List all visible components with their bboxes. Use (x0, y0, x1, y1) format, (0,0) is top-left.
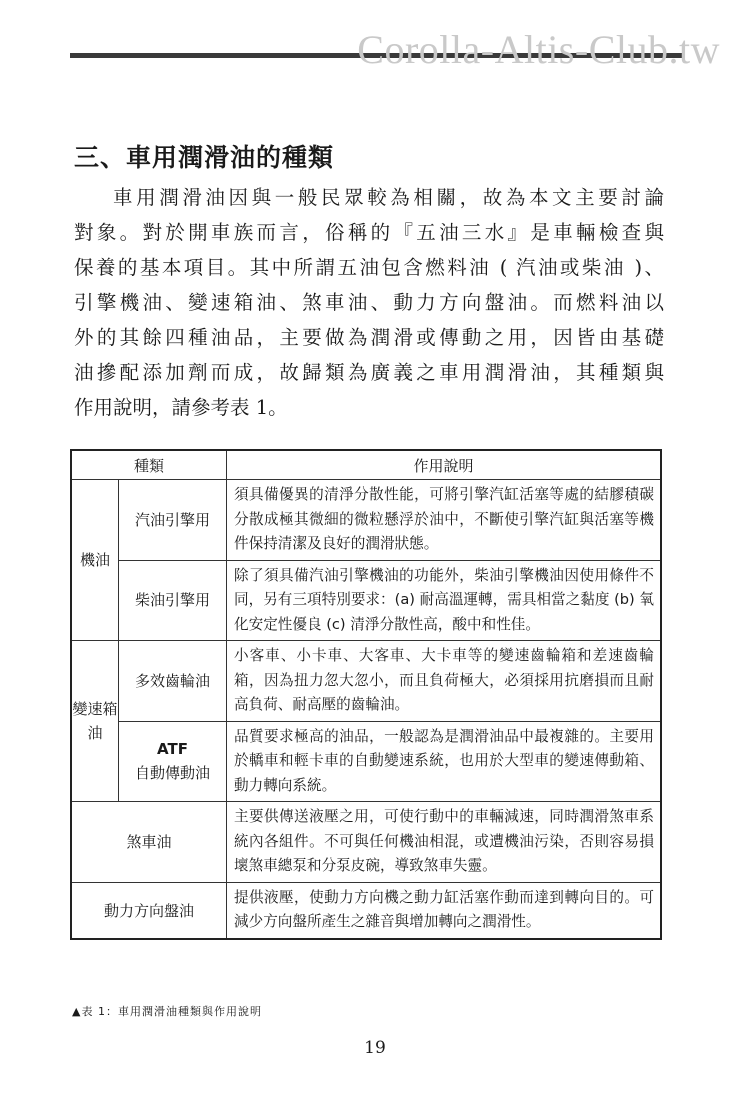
table-row (71, 882, 661, 939)
table-row (71, 641, 661, 722)
atf-name: 自動傳動油 (134, 764, 210, 783)
category-transmission: 變速箱油 (71, 641, 119, 802)
table-row (71, 802, 661, 883)
subtype-gasoline: 汽油引擎用 (119, 480, 227, 561)
category-brake-oil: 煞車油 (71, 802, 227, 883)
desc-multi-gear: 小客車、小卡車、大客車、大卡車等的變速齒輪箱和差速齒輪箱，因為扭力忽大忽小，而且負荷極大，必須採用抗磨損而且耐高負荷、耐高壓的齒輪油。 (227, 641, 662, 722)
paragraph-line: 引擎機油、變速箱油、煞車油、動力方向盤油。而燃料油以 (74, 291, 664, 314)
desc-brake: 主要供傳送液壓之用，可使行動中的車輛減速，同時潤滑煞車系統內各組件。不可與任何機油相混，或遭機油污染，否則容易損壞煞車總泵和分泵皮碗，導致煞車失靈。 (227, 802, 662, 883)
desc-gasoline: 須具備優異的清淨分散性能，可將引擎汽缸活塞等處的結膠積碳分散成極其微細的微粒懸浮於油中，不斷使引擎汽缸與活塞等機件保持清潔及良好的潤滑狀態。 (227, 480, 662, 561)
body-paragraph (74, 180, 664, 425)
paragraph-line: 對象。對於開車族而言，俗稱的『五油三水』是車輛檢查與 (74, 221, 664, 244)
section-heading: 三、車用潤滑油的種類 (74, 143, 335, 172)
table-row (71, 721, 661, 802)
paragraph-line: 外的其餘四種油品，主要做為潤滑或傳動之用，因皆由基礎 (74, 326, 664, 349)
table-header-row (71, 450, 661, 480)
desc-atf: 品質要求極高的油品，一般認為是潤滑油品中最複雜的。主要用於轎車和輕卡車的自動變速系統，也用於大型車的變速傳動箱、動力轉向系統。 (227, 721, 662, 802)
table-row (71, 480, 661, 561)
desc-steering: 提供液壓，使動力方向機之動力缸活塞作動而達到轉向目的。可減少方向盤所產生之雜音與增加轉向之潤滑性。 (227, 882, 662, 939)
paragraph-line: 車用潤滑油因與一般民眾較為相關，故為本文主要討論 (113, 186, 664, 209)
atf-code: ATF (157, 740, 188, 759)
paragraph-line: 作用說明，請參考表 1。 (74, 396, 288, 419)
paragraph-line: 保養的基本項目。其中所謂五油包含燃料油 ( 汽油或柴油 )、 (74, 256, 664, 279)
desc-diesel: 除了須具備汽油引擎機油的功能外，柴油引擎機油因使用條件不同，另有三項特別要求：(a) 耐高溫運轉，需具相當之黏度 (b) 氧化安定性優良 (c) 清淨分散性高，酸中和性佳。 (227, 560, 662, 641)
category-steering-oil: 動力方向盤油 (71, 882, 227, 939)
paragraph-line: 油摻配添加劑而成，故歸類為廣義之車用潤滑油，其種類與 (74, 361, 664, 384)
header-type: 種類 (71, 450, 227, 480)
category-engine-oil: 機油 (71, 480, 119, 641)
subtype-atf (119, 721, 227, 802)
watermark: Corolla-Altis-Club.tw (357, 27, 720, 72)
table-row (71, 560, 661, 641)
subtype-multi-gear: 多效齒輪油 (119, 641, 227, 722)
subtype-diesel: 柴油引擎用 (119, 560, 227, 641)
header-description: 作用說明 (227, 450, 662, 480)
table-caption: ▲表 1：車用潤滑油種類與作用說明 (72, 1005, 262, 1018)
lubricant-table (70, 449, 662, 940)
page-number: 19 (364, 1038, 386, 1058)
